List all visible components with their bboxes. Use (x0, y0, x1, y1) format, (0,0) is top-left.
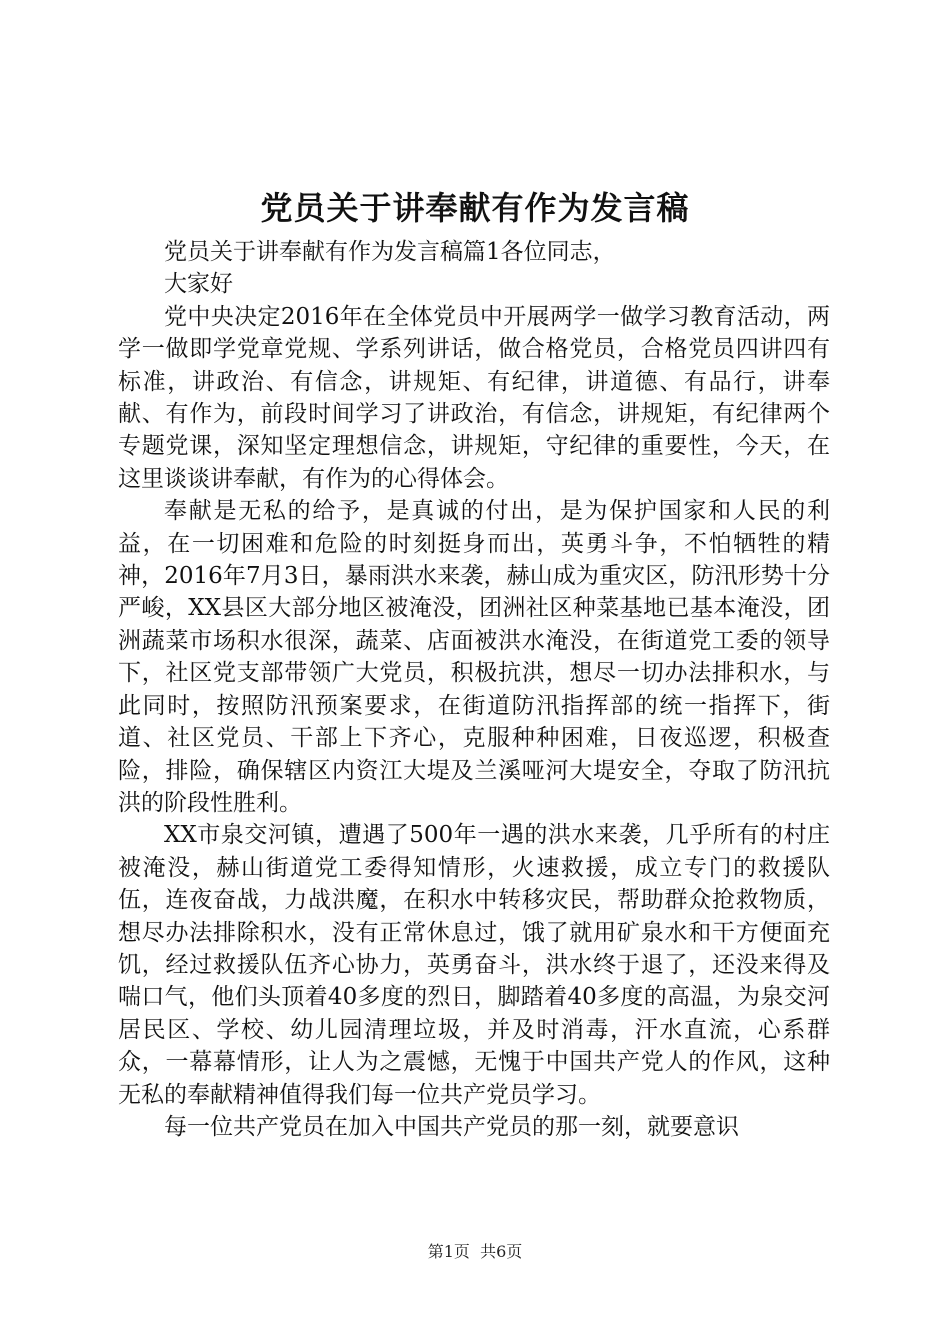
paragraph-intro: 党中央决定2016年在全体党员中开展两学一做学习教育活动，两学一做即学党章党规、学系列讲话，做合格党员，合格党员四讲四有标准，讲政治、有信念，讲规矩、有纪律，讲道德、有品行，讲奉献、有作为，前段时间学习了讲政治，有信念，讲规矩，有纪律两个专题党课，深知坚定理想信念，讲规矩，守纪律的重要性，今天，在这里谈谈讲奉献，有作为的心得体会。 (118, 303, 830, 492)
document-body (118, 236, 830, 1143)
page-number: 第1页 共6页 (427, 1242, 523, 1261)
document-title: 党员关于讲奉献有作为发言稿 (260, 189, 690, 227)
paragraph-flood-rescue: XX市泉交河镇，遭遇了500年一遇的洪水来袭，几乎所有的村庄被淹没，赫山街道党工委得知情形，火速救援，成立专门的救援队伍，连夜奋战，力战洪魔，在积水中转移灾民，帮助群众抢救物质，想尽办法排除积水，没有正常休息过，饿了就用矿泉水和干方便面充饥，经过救援队伍齐心协力，英勇奋斗，洪水终于退了，还没来得及喘口气，他们头顶着40多度的烈日，脚踏着40多度的高温，为泉交河居民区、学校、幼儿园清理垃圾，并及时消毒，汗水直流，心系群众，一幕幕情形，让人为之震憾，无愧于中国共产党人的作风，这种无私的奉献精神值得我们每一位共产党员学习。 (118, 822, 830, 1108)
page-footer (0, 1240, 950, 1264)
paragraph-greeting: 大家好 (164, 271, 233, 298)
paragraph-closing-partial: 每一位共产党员在加入中国共产党员的那一刻，就要意识 (164, 1113, 739, 1140)
paragraph-dedication: 奉献是无私的给予，是真诚的付出，是为保护国家和人民的利益，在一切困难和危险的时刻挺身而出，英勇斗争，不怕牺牲的精神，2016年7月3日，暴雨洪水来袭，赫山成为重灾区，防汛形势十分严峻，XX县区大部分地区被淹没，团洲社区种菜基地已基本淹没，团洲蔬菜市场积水很深，蔬菜、店面被洪水淹没，在街道党工委的领导下，社区党支部带领广大党员，积极抗洪，想尽一切办法排积水，与此同时，按照防汛预案要求，在街道防汛指挥部的统一指挥下，街道、社区党员、干部上下齐心，克服种种困难，日夜巡逻，积极查险，排险，确保辖区内资江大堤及兰溪哑河大堤安全，夺取了防汛抗洪的阶段性胜利。 (118, 498, 830, 816)
paragraph-heading-line: 党员关于讲奉献有作为发言稿篇1各位同志， (164, 239, 616, 265)
